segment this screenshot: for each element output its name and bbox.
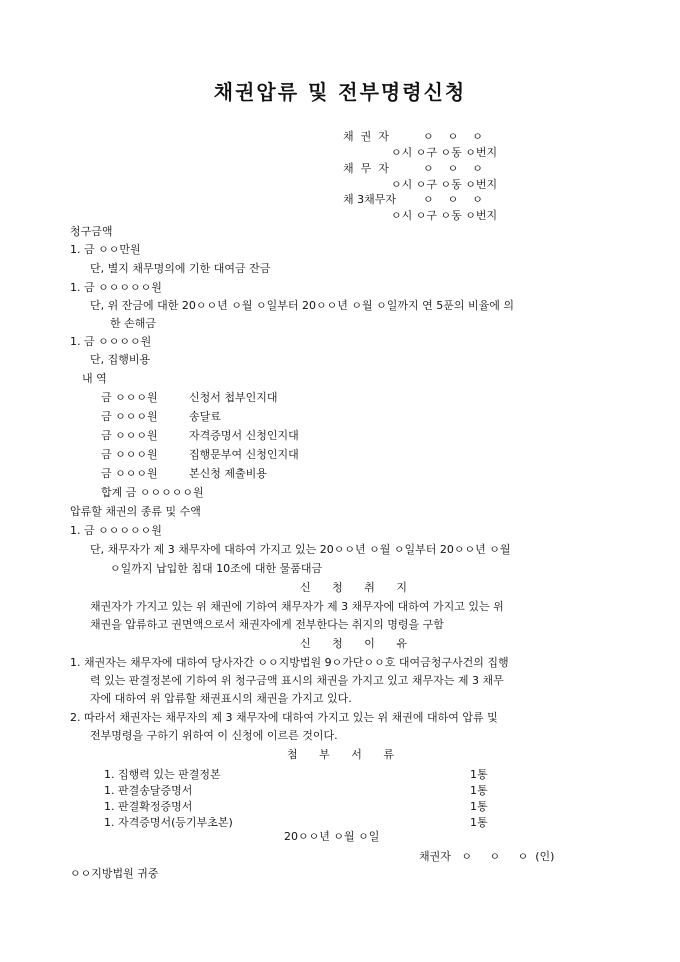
filing-date: 20ㅇㅇ년 ㅇ월 ㅇ일 <box>284 830 380 843</box>
breakdown-amount: 금 ㅇㅇㅇ원 <box>101 448 158 461</box>
breakdown-amount: 금 ㅇㅇㅇ원 <box>101 429 158 442</box>
purpose-line2: 채권을 압류하고 권면액으로서 채권자에게 전부한다는 취지의 명령을 구함 <box>90 618 444 631</box>
reason-1-line3: 자에 대하여 위 압류할 채권표시의 채권을 가지고 있다. <box>90 692 352 705</box>
purpose-heading: 신 청 취 지 <box>300 581 416 594</box>
third-debtor-label: 채 3채무자 <box>343 193 396 206</box>
reason-1-line1: 1. 채권자는 채무자에 대하여 당사자간 ㅇㅇ지방법원 9ㅇ가단ㅇㅇ호 대여금청구사건의 집행 <box>70 656 509 669</box>
claim-item-1: 1. 금 ㅇㅇ만원 <box>70 243 141 256</box>
claim-heading: 청구금액 <box>70 225 113 238</box>
reasons-heading: 신 청 이 유 <box>300 637 416 650</box>
seized-note-line2: ㅇ일까지 납입한 침대 10조에 대한 물품대금 <box>110 562 323 575</box>
breakdown-total: 합계 금 ㅇㅇㅇㅇㅇ원 <box>101 486 204 499</box>
breakdown-desc: 집행문부여 신청인지대 <box>189 448 299 461</box>
seized-note-line1: 단, 채무자가 제 3 채무자에 대하여 가지고 있는 20ㅇㅇ년 ㅇ월 ㅇ일부터 20ㅇㅇ년 ㅇ월 <box>90 543 511 556</box>
breakdown-desc: 자격증명서 신청인지대 <box>189 429 299 442</box>
claim-item-2-note-line2: 한 손해금 <box>110 317 157 330</box>
claim-item-2: 1. 금 ㅇㅇㅇㅇㅇ원 <box>70 281 162 294</box>
claim-item-2-note-line1: 단, 위 잔금에 대한 20ㅇㅇ년 ㅇ월 ㅇ일부터 20ㅇㅇ년 ㅇ월 ㅇ일까지 연 5푼의 비율에 의 <box>90 299 514 312</box>
claim-item-3-note: 단, 집행비용 <box>90 353 151 366</box>
attachment-count: 1통 <box>470 784 488 797</box>
creditor-signature: 채권자 ㅇ ㅇ ㅇ (인) <box>419 850 555 863</box>
attachments-heading: 첨 부 서 류 <box>287 748 403 761</box>
reason-2-line2: 전부명령을 구하기 위하여 이 신청에 이르른 것이다. <box>90 729 338 742</box>
creditor-address: ㅇ시 ㅇ구 ㅇ동 ㅇ번지 <box>391 146 498 159</box>
attachment-count: 1통 <box>470 816 488 829</box>
breakdown-desc: 본신청 제출비용 <box>189 467 267 480</box>
attachment-count: 1통 <box>470 800 488 813</box>
document-title: 채권압류 및 전부명령신청 <box>213 80 467 104</box>
breakdown-desc: 송달료 <box>189 410 221 423</box>
breakdown-desc: 신청서 첩부인지대 <box>189 391 278 404</box>
breakdown-heading: 내 역 <box>82 372 107 385</box>
attachment-name: 1. 판결송달증명서 <box>104 784 193 797</box>
third-debtor-name: ㅇ ㅇ ㅇ <box>423 193 483 206</box>
attachment-name: 1. 집행력 있는 판결정본 <box>104 768 221 781</box>
claim-item-3: 1. 금 ㅇㅇㅇㅇ원 <box>70 335 152 348</box>
breakdown-amount: 금 ㅇㅇㅇ원 <box>101 391 158 404</box>
purpose-line1: 채권자가 가지고 있는 위 채권에 기하여 채무자가 제 3 채무자에 대하여 가지고 있는 위 <box>90 600 504 613</box>
seized-item: 1. 금 ㅇㅇㅇㅇㅇ원 <box>70 524 162 537</box>
third-debtor-address: ㅇ시 ㅇ구 ㅇ동 ㅇ번지 <box>391 209 498 222</box>
breakdown-amount: 금 ㅇㅇㅇ원 <box>101 467 158 480</box>
debtor-address: ㅇ시 ㅇ구 ㅇ동 ㅇ번지 <box>391 178 498 191</box>
creditor-label: 채 권 자 <box>343 130 389 143</box>
reason-2-line1: 2. 따라서 채권자는 채무자의 제 3 채무자에 대하여 가지고 있는 위 채권에 대하여 압류 및 <box>70 711 498 724</box>
claim-item-1-note: 단, 별지 채무명의에 기한 대여금 잔금 <box>90 262 271 275</box>
attachment-name: 1. 판결확정증명서 <box>104 800 193 813</box>
seized-heading: 압류할 채권의 종류 및 수액 <box>70 505 201 518</box>
reason-1-line2: 력 있는 판결정본에 기하여 위 청구금액 표시의 채권을 가지고 있고 채무자는 제 3 채무 <box>90 674 504 687</box>
debtor-label: 채 무 자 <box>343 162 389 175</box>
attachment-name: 1. 자격증명서(등기부초본) <box>104 816 233 829</box>
creditor-name: ㅇ ㅇ ㅇ <box>423 130 483 143</box>
debtor-name: ㅇ ㅇ ㅇ <box>423 162 483 175</box>
court-addressee: ㅇㅇ지방법원 귀중 <box>70 867 159 880</box>
attachment-count: 1통 <box>470 768 488 781</box>
breakdown-amount: 금 ㅇㅇㅇ원 <box>101 410 158 423</box>
